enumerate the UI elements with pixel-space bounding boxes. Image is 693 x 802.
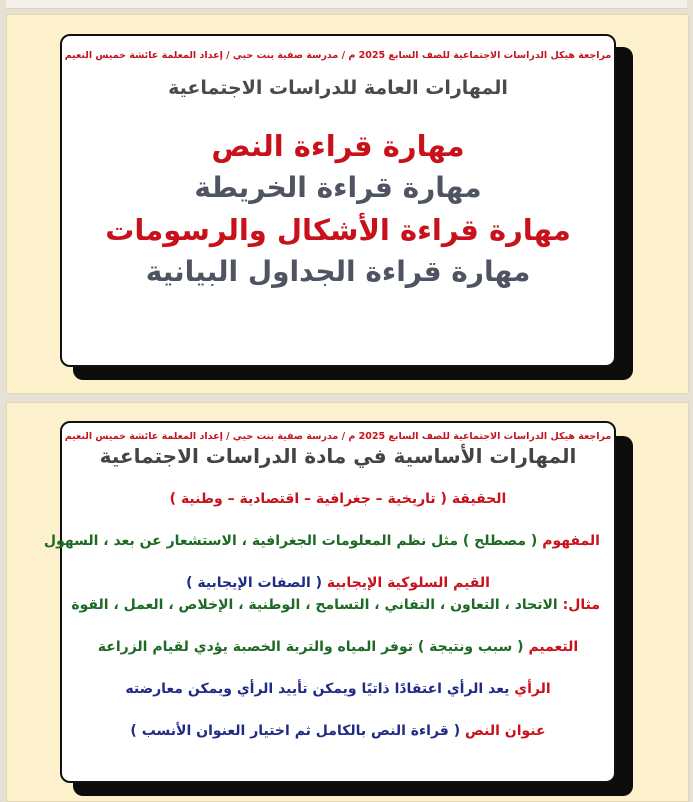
example-label: مثال: xyxy=(562,597,600,613)
general-skills-card xyxy=(60,34,616,367)
title-row xyxy=(76,720,600,742)
fact-label: الحقيقة xyxy=(451,491,507,507)
concept-label: المفهوم xyxy=(542,533,600,549)
opinion-label: الرأي xyxy=(514,681,551,697)
concept-text: ( مصطلح ) مثل نظم المعلومات الجغرافية ، الاستشعار عن بعد ، السهول xyxy=(43,533,538,549)
basic-skills-card xyxy=(43,421,616,783)
values-label: القيم السلوكية الإيجابية xyxy=(326,575,490,591)
basic-skills-heading: المهارات الأساسية في مادة الدراسات الاجتماعية xyxy=(99,444,577,468)
generalization-label: التعميم xyxy=(528,639,579,655)
fact-row xyxy=(76,488,600,510)
title-label: عنوان النص xyxy=(465,723,546,739)
values-row xyxy=(76,572,600,594)
skill-text-reading: مهارة قراءة النص xyxy=(211,129,465,163)
credit-line: مراجعة هيكل الدراسات الاجتماعية للصف السابع 2025 م / مدرسة صفية بنت حيي / إعداد المعلمة عائشة خميس النعيم xyxy=(64,50,612,61)
example-text: الاتحاد ، التعاون ، التفاني ، التسامح ، الوطنية ، الإخلاص ، العمل ، القوة xyxy=(71,597,558,613)
opinion-text: يعد الرأي اعتقادًا ذاتيًا ويمكن تأييد الرأي ويمكن معارضته xyxy=(125,681,510,697)
concept-row xyxy=(43,530,600,552)
skill-map-reading: مهارة قراءة الخريطة xyxy=(194,171,482,204)
credit-line: مراجعة هيكل الدراسات الاجتماعية للصف السابع 2025 م / مدرسة صفية بنت حيي / إعداد المعلمة عائشة خميس النعيم xyxy=(64,431,612,442)
generalization-row xyxy=(76,636,600,658)
skills-definitions xyxy=(43,478,614,742)
previous-page-edge xyxy=(6,0,687,9)
skill-figures-reading: مهارة قراءة الأشكال والرسومات xyxy=(105,213,571,247)
opinion-row xyxy=(76,678,600,700)
values-text: ( الصفات الإيجابية ) xyxy=(186,575,323,591)
skills-list xyxy=(62,125,614,293)
general-skills-heading: المهارات العامة للدراسات الاجتماعية xyxy=(168,77,508,99)
generalization-text: ( سبب ونتيجة ) توفر المياه والتربة الخصبة يؤدي لقيام الزراعة xyxy=(97,639,524,655)
slide-general-skills xyxy=(6,14,689,394)
example-row xyxy=(71,594,600,616)
fact-text: ( تاريخية – جغرافية – اقتصادية – وطنية ) xyxy=(169,491,447,507)
skill-tables-reading: مهارة قراءة الجداول البيانية xyxy=(145,255,531,288)
slide-basic-skills xyxy=(6,402,689,802)
title-text: ( قراءة النص بالكامل ثم اختيار العنوان الأنسب ) xyxy=(130,723,461,739)
